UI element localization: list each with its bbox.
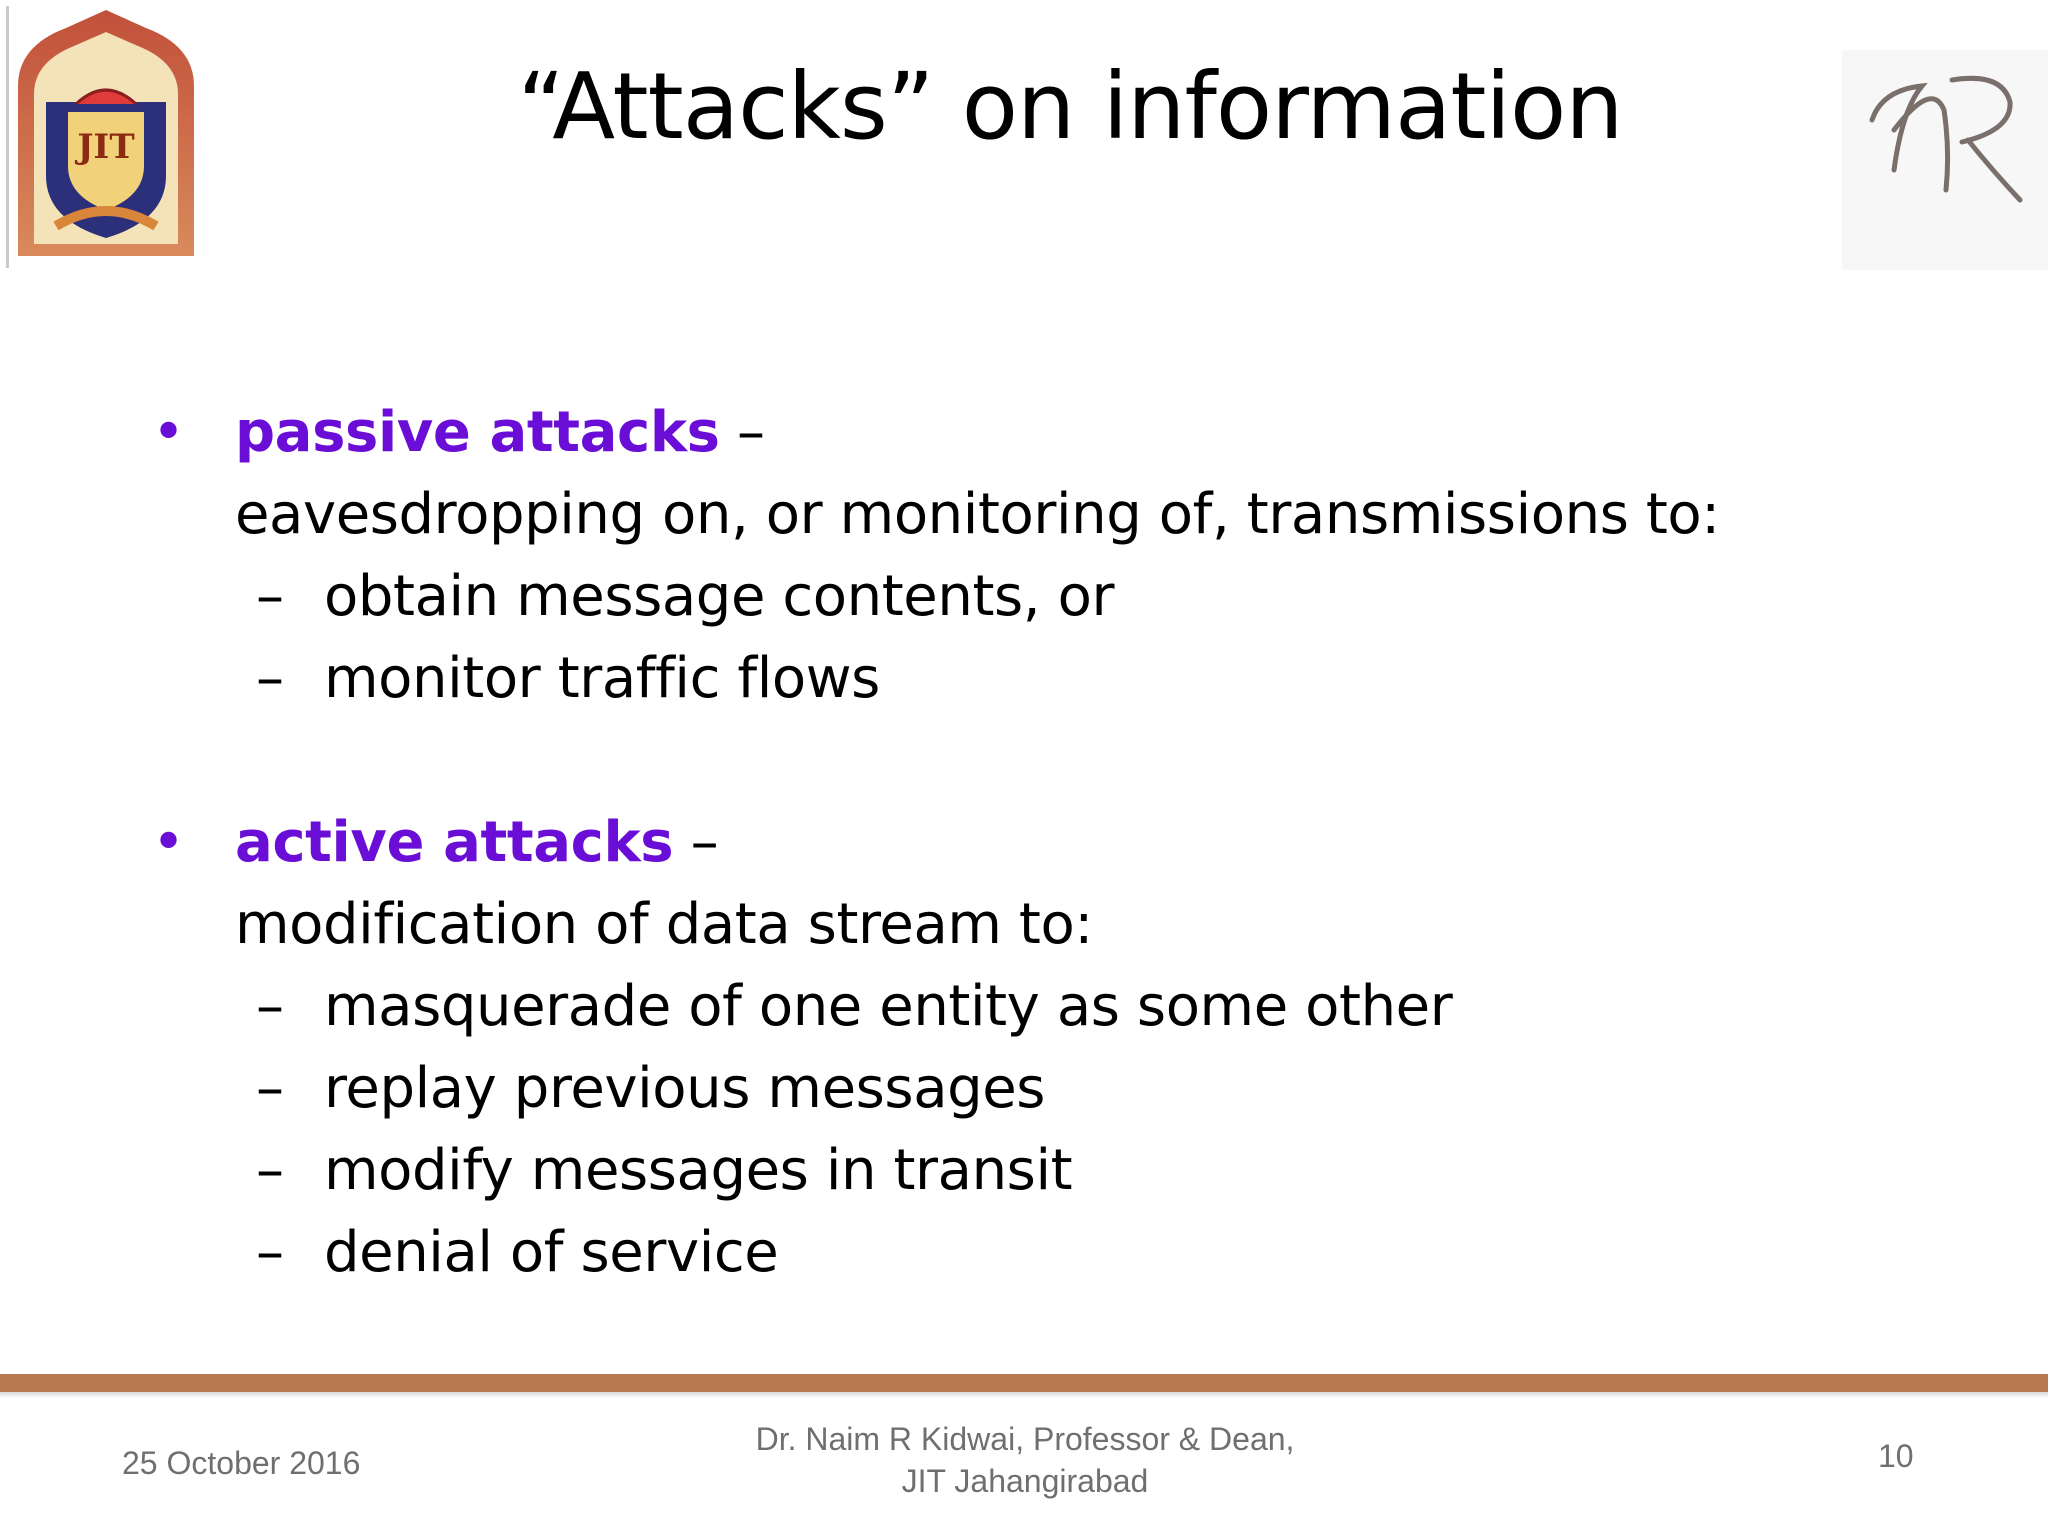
footer-date: 25 October 2016 [122,1445,361,1481]
sub-bullet-text: replay previous messages [324,1056,1046,1121]
page-number: 10 [1878,1438,1914,1474]
dash-marker: – [256,564,284,629]
sub-bullet [256,1130,1072,1212]
term-passive-attacks: passive attacks [235,400,720,465]
slide-title: “Attacks” on information [517,53,1623,160]
bullet-marker: • [152,400,186,465]
footer-author-line: Dr. Naim R Kidwai, Professor & Dean, [755,1421,1295,1457]
footer-author-line: JIT Jahangirabad [901,1463,1149,1499]
sub-bullet-text: modify messages in transit [324,1138,1073,1203]
bullet-heading-passive [235,392,765,474]
svg-text:JIT: JIT [77,127,135,167]
footer-divider [0,1374,2048,1392]
term-suffix: – [673,810,719,875]
sub-bullet [256,638,880,720]
bullet-description-passive: eavesdropping on, or monitoring of, transmissions to: [235,482,1720,547]
sub-bullet [256,556,1114,638]
term-active-attacks: active attacks [235,810,674,875]
sub-bullet [256,1048,1045,1130]
dash-marker: – [256,1138,284,1203]
sub-bullet-text: obtain message contents, or [324,564,1115,629]
dash-marker: – [256,1220,284,1285]
footer-author [700,1418,1350,1502]
bullet-heading-active [235,802,718,884]
term-suffix: – [719,400,765,465]
sub-bullet [256,966,1452,1048]
dash-marker: – [256,974,284,1039]
sub-bullet-text: denial of service [324,1220,779,1285]
dash-marker: – [256,1056,284,1121]
dash-marker: – [256,646,284,711]
bullet-description-active: modification of data stream to: [235,892,1093,957]
sub-bullet [256,1212,778,1294]
footer-divider-shadow [0,1392,2048,1398]
bullet-marker: • [152,810,186,875]
sub-bullet-text: monitor traffic flows [324,646,880,711]
sub-bullet-text: masquerade of one entity as some other [324,974,1453,1039]
